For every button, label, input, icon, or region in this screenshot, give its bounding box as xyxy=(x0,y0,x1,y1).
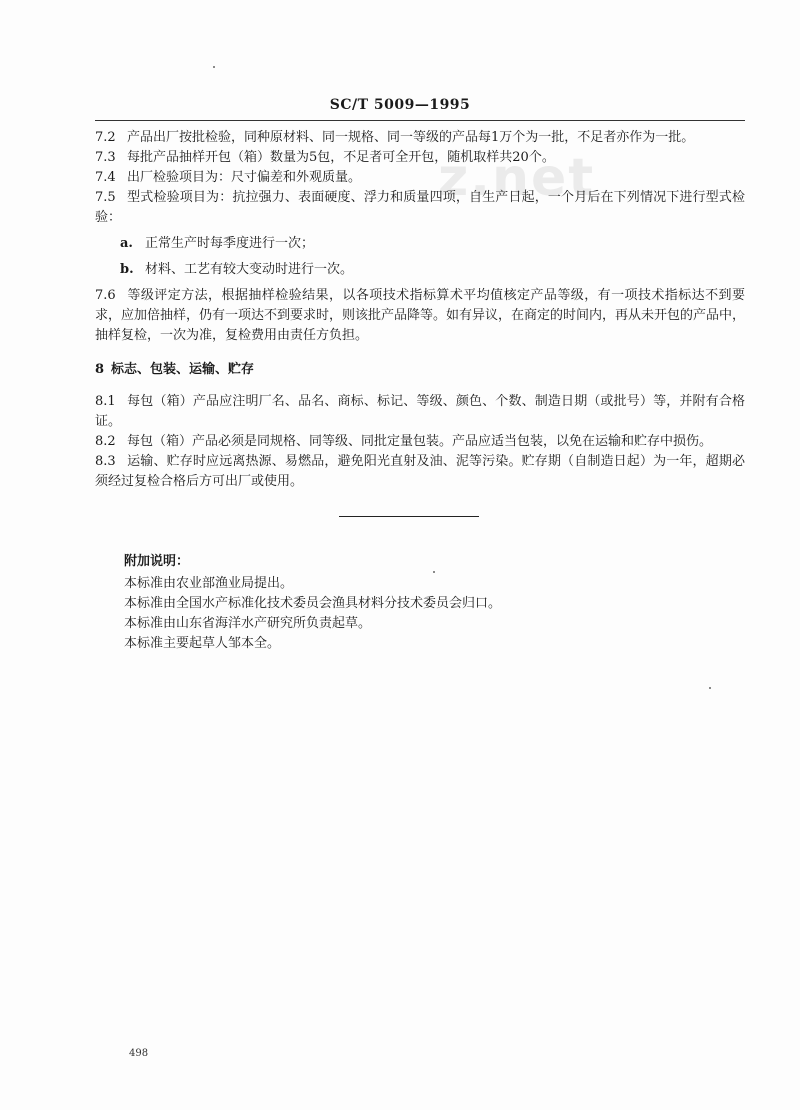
clause-8-2 xyxy=(95,432,745,452)
scan-speck xyxy=(433,571,435,573)
scan-speck xyxy=(709,687,711,689)
section-title: 标志、包装、运输、贮存 xyxy=(111,362,255,377)
clause-7-4 xyxy=(95,168,745,188)
clause-text: 产品出厂按批检验，同种原材料、同一规格、同一等级的产品每1万个为一批，不足者亦作为一批。 xyxy=(127,130,695,145)
scan-speck xyxy=(213,66,215,68)
end-divider xyxy=(339,516,479,517)
sub-item-b xyxy=(95,260,745,280)
clause-8-1 xyxy=(95,392,745,432)
clause-number: 7.5 xyxy=(95,190,116,205)
notes-line: 本标准主要起草人邹本全。 xyxy=(124,636,281,651)
clause-text: 每包（箱）产品必须是同规格、同等级、同批定量包装。产品应适当包装，以免在运输和贮存中损伤。 xyxy=(127,434,713,449)
standard-code-header: SC/T 5009—1995 xyxy=(329,97,471,113)
clause-number: 7.6 xyxy=(95,288,116,303)
clause-text: 每批产品抽样开包（箱）数量为5包，不足者可全开包，随机取样共20个。 xyxy=(127,150,555,165)
clause-text: 运输、贮存时应远离热源、易燃品，避免阳光直射及油、泥等污染。贮存期（自制造日起）为一年，超期必须经过复检合格后方可出厂或使用。 xyxy=(95,454,745,489)
clause-7-3 xyxy=(95,148,745,168)
additional-notes xyxy=(124,552,724,654)
clause-text: 等级评定方法，根据抽样检验结果，以各项技术指标算术平均值核定产品等级，有一项技术指标达不到要求，应加倍抽样，仍有一项达不到要求时，则该批产品降等。如有异议，在商定的时间内，再从未开包的产品中，抽样复检，一次为准，复检费用由责任方负担。 xyxy=(95,288,746,343)
clause-8-3 xyxy=(95,452,745,492)
section-8-heading xyxy=(95,360,745,380)
notes-line: 本标准由农业部渔业局提出。 xyxy=(124,576,294,591)
sub-item-text: 正常生产时每季度进行一次； xyxy=(145,236,315,251)
clause-text: 每包（箱）产品应注明厂名、品名、商标、标记、等级、颜色、个数、制造日期（或批号）等，并附有合格证。 xyxy=(95,394,745,429)
sub-item-letter: a. xyxy=(120,236,133,251)
page-number: 498 xyxy=(129,1048,149,1059)
notes-title: 附加说明： xyxy=(124,554,190,569)
clause-text: 型式检验项目为：抗拉强力、表面硬度、浮力和质量四项，自生产日起，一个月后在下列情况下进行型式检验： xyxy=(95,190,745,225)
sub-item-text: 材料、工艺有较大变动时进行一次。 xyxy=(145,262,354,277)
clause-number: 8.3 xyxy=(95,454,116,469)
sub-item-letter: b. xyxy=(120,262,134,277)
clause-number: 8.2 xyxy=(95,434,116,449)
clause-number: 7.4 xyxy=(95,170,116,185)
clause-7-6 xyxy=(95,286,745,346)
clause-number: 7.3 xyxy=(95,150,116,165)
clause-number: 7.2 xyxy=(95,130,116,145)
notes-line: 本标准由全国水产标准化技术委员会渔具材料分技术委员会归口。 xyxy=(124,596,502,611)
clause-text: 出厂检验项目为：尺寸偏差和外观质量。 xyxy=(127,170,362,185)
clause-7-2 xyxy=(95,128,745,148)
header-rule xyxy=(95,120,745,121)
watermark: z.net xyxy=(438,148,596,208)
notes-line: 本标准由山东省海洋水产研究所负责起草。 xyxy=(124,616,372,631)
main-content xyxy=(95,128,745,492)
clause-7-5 xyxy=(95,188,745,228)
section-number: 8 xyxy=(95,362,105,377)
sub-item-a xyxy=(95,234,745,254)
clause-number: 8.1 xyxy=(95,394,116,409)
